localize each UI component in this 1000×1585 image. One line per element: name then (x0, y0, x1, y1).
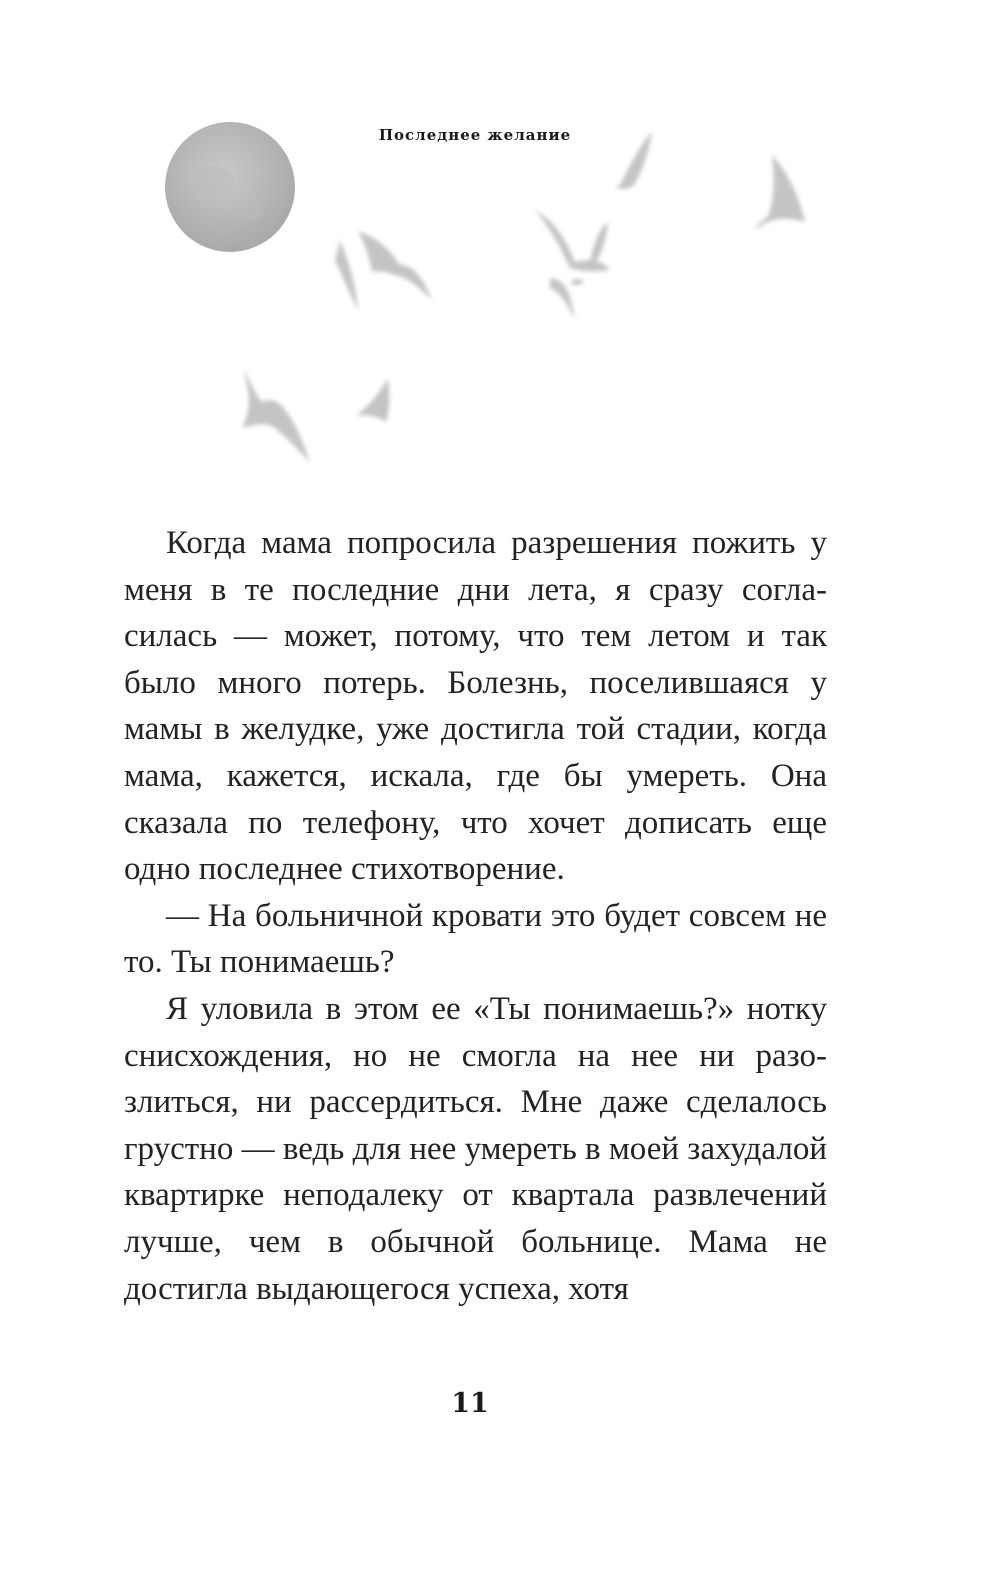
bird-icon (356, 378, 389, 422)
paragraph: — На больничной кровати это будет совсем не то. Ты понимаешь? (124, 897, 827, 981)
bird-icon (242, 368, 310, 462)
moon-icon (165, 122, 295, 252)
bird-icon (550, 278, 584, 320)
bird-icon (755, 155, 805, 230)
paragraph: Я уловила в этом ее «Ты понимаешь?» нотку снисхождения, но не смогла на нее ни разозлиться, ни рассердиться. Мне даже сделалось грустно — ведь для нее умереть в моей захудалой квартирке неподалеку от квартала развлечений лучше, чем в обычной больнице. Мама не достигла выдающегося успеха, хотя (124, 990, 827, 1307)
bird-icon (335, 240, 358, 310)
bird-icon (358, 232, 432, 300)
bird-icon (535, 210, 610, 271)
running-head-title: Последнее желание (378, 126, 572, 144)
page-number: 11 (451, 1388, 489, 1419)
moon-and-birds-illustration (150, 110, 830, 490)
paragraph: Когда мама попросила разрешения пожить у меня в те последние дни лета, я сразу согласилась — может, потому, что тем летом и так было много потерь. Болезнь, поселившаяся у мамы в желудке, уже достигла той стадии, когда мама, кажется, искала, где бы умереть. Она сказала по телефону, что хочет дописать еще одно последнее стихотворение. (124, 525, 827, 888)
body-text (124, 520, 827, 1312)
bird-icon (615, 132, 652, 189)
